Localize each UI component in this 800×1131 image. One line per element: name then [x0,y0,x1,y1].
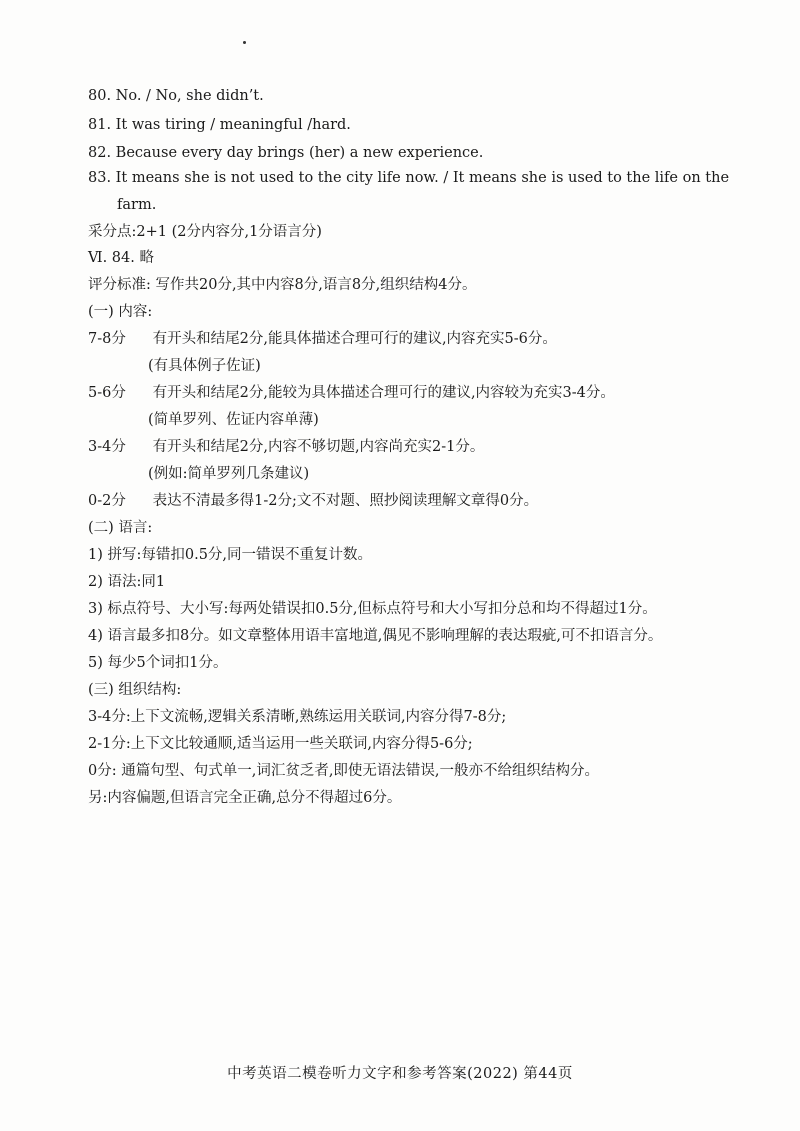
content-level-0-2 [88,491,538,511]
answer-number: 83. [88,170,112,186]
level-desc: 表达不清最多得1-2分;文不对题、照抄阅读理解文章得0分。 [152,493,539,509]
organization-item: 3-4分:上下文流畅,逻辑关系清晰,熟练运用关联词,内容分得7-8分; [88,709,507,725]
level-desc: 有开头和结尾2分,能具体描述合理可行的建议,内容充实5-6分。 [152,331,557,347]
answer-number: 80. [88,88,112,104]
answer-82 [88,143,483,163]
answer-text: No. / No, she didn’t. [115,88,264,104]
content-level-3-4 [88,437,484,457]
answer-81 [88,115,351,135]
scoring-points: 采分点:2+1 (2分内容分,1分语言分) [88,224,322,240]
language-item: 2) 语法:同1 [88,574,166,590]
level-score: 0-2分 [88,493,126,509]
criteria-intro: 评分标准: 写作共20分,其中内容8分,语言8分,组织结构4分。 [88,277,477,293]
additional-note: 另:内容偏题,但语言完全正确,总分不得超过6分。 [88,790,402,806]
answer-number: 82. [88,145,112,161]
language-item: 3) 标点符号、大小写:每两处错误扣0.5分,但标点符号和大小写扣分总和均不得超过1分。 [88,601,657,617]
answer-number: 81. [88,117,112,133]
answer-text: Because every day brings (her) a new experience. [115,145,484,161]
level-score: 5-6分 [88,385,126,401]
answer-text: It means she is not used to the city life now. / It means she is used to the life on the [115,170,730,186]
level-note: (例如:简单罗列几条建议) [148,466,310,482]
language-item: 1) 拼写:每错扣0.5分,同一错误不重复计数。 [88,547,373,563]
organization-heading: (三) 组织结构: [88,682,182,698]
level-score: 7-8分 [88,331,126,347]
page-footer: 中考英语二模卷听力文字和参考答案(2022) 第44页 [227,1066,573,1082]
level-desc: 有开头和结尾2分,内容不够切题,内容尚充实2-1分。 [152,439,485,455]
scan-speck [243,41,246,44]
organization-item: 0分: 通篇句型、句式单一,词汇贫乏者,即使无语法错误,一般亦不给组织结构分。 [88,763,600,779]
content-heading: (一) 内容: [88,304,153,320]
level-note: (简单罗列、佐证内容单薄) [148,412,319,428]
section-6-title: Ⅵ. 84. 略 [88,250,154,266]
language-heading: (二) 语言: [88,520,153,536]
content-level-7-8 [88,329,557,349]
level-desc: 有开头和结尾2分,能较为具体描述合理可行的建议,内容较为充实3-4分。 [152,385,615,401]
level-score: 3-4分 [88,439,126,455]
language-item: 5) 每少5个词扣1分。 [88,655,228,671]
organization-item: 2-1分:上下文比较通顺,适当运用一些关联词,内容分得5-6分; [88,736,473,752]
level-note: (有具体例子佐证) [148,358,261,374]
answer-83 [88,168,729,188]
language-item: 4) 语言最多扣8分。如文章整体用语丰富地道,偶见不影响理解的表达瑕疵,可不扣语言分。 [88,628,663,644]
answer-80 [88,86,264,106]
answer-83-continuation: farm. [117,197,157,213]
answer-text: It was tiring / meaningful /hard. [115,117,351,133]
content-level-5-6 [88,383,615,403]
